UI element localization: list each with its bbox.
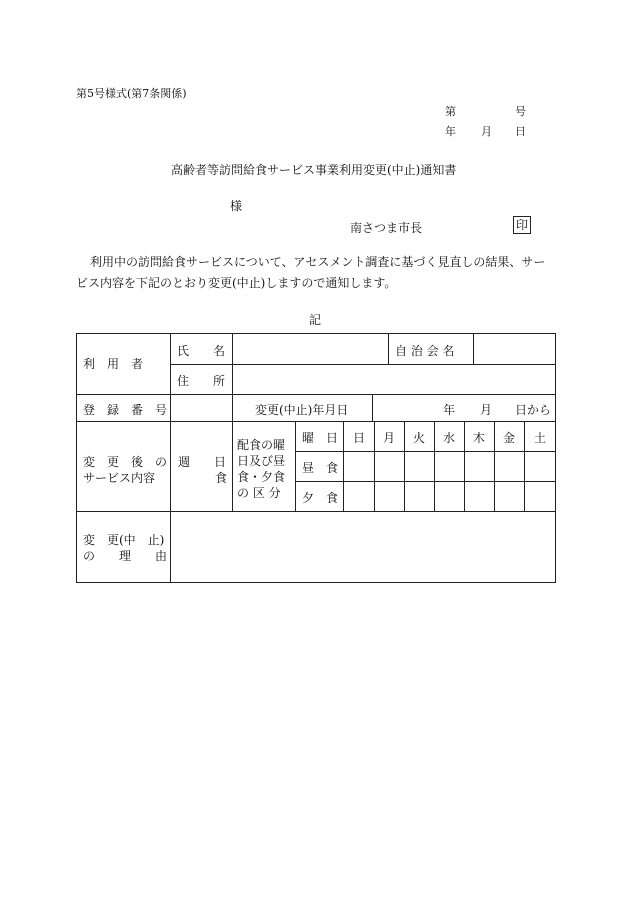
reason-label-line1: 変 更(中 止): [83, 533, 165, 547]
border-bottom: [76, 582, 556, 583]
date-year: 年: [445, 125, 456, 138]
service-label-line1: 変 更 後 の: [83, 455, 168, 469]
rule-day-1: [374, 421, 375, 511]
rule-reg-value: [232, 394, 233, 421]
ki-label: 記: [309, 313, 322, 327]
kubun-line4: の 区 分: [237, 486, 281, 500]
issuer-name: 南さつま市長: [350, 221, 423, 235]
body-line-2: ビス内容を下記のとおり変更(中止)しますので通知します。: [76, 276, 397, 290]
day-thu: 木: [473, 431, 486, 445]
number-label-left: 第: [445, 105, 456, 118]
day-fri: 金: [503, 431, 516, 445]
service-label-line2: サービス内容: [83, 471, 156, 485]
change-year: 年: [443, 403, 456, 417]
week-label-line2: 食: [215, 471, 228, 485]
border-top: [76, 333, 556, 334]
rule-name-label: [232, 333, 233, 394]
kubun-line1: 配食の曜: [237, 438, 286, 452]
rule-user-reg: [76, 394, 556, 395]
rule-day-3: [434, 421, 435, 511]
reason-label-line2: の 理 由: [83, 549, 168, 563]
border-left: [76, 333, 77, 583]
rule-youbi: [343, 421, 344, 511]
body-line-1: 利用中の訪問給食サービスについて、アセスメント調査に基づく見直しの結果、サー: [90, 255, 546, 269]
kubun-line2: 日及び昼: [237, 454, 286, 468]
day-sat: 土: [534, 431, 547, 445]
day-mon: 月: [383, 431, 396, 445]
rule-day-2: [404, 421, 405, 511]
reg-number-label: 登 録 番 号: [83, 403, 168, 417]
change-month: 月: [480, 403, 493, 417]
rule-jichikai-left: [388, 333, 389, 364]
number-label-right: 号: [515, 105, 526, 118]
rule-day-6: [524, 421, 525, 511]
seal-text: 印: [515, 218, 528, 232]
day-wed: 水: [443, 431, 456, 445]
form-number: 第5号様式(第7条関係): [76, 87, 187, 100]
seal-box: [513, 216, 531, 234]
rule-jichikai-right: [473, 333, 474, 364]
jichikai-label: 自 治 会 名: [395, 344, 455, 358]
rule-kubun: [295, 421, 296, 511]
rule-day-5: [494, 421, 495, 511]
rule-youbi-lunch: [295, 451, 556, 452]
address-label: 住 所: [177, 374, 226, 388]
rule-name-address: [171, 364, 556, 365]
day-sun: 日: [353, 431, 366, 445]
kubun-line3: 食・夕食: [237, 470, 286, 484]
change-date-label: 変更(中止)年月日: [255, 403, 349, 417]
lunch-label: 昼 食: [302, 461, 339, 475]
name-label: 氏 名: [177, 344, 226, 358]
date-month: 月: [481, 125, 492, 138]
rule-week: [232, 421, 233, 511]
youbi-label: 曜 日: [302, 431, 339, 445]
date-day: 日: [515, 125, 526, 138]
rule-service-reason: [76, 511, 556, 512]
rule-lunch-dinner: [295, 481, 556, 482]
addressee-suffix: 様: [230, 199, 243, 213]
dinner-label: 夕 食: [302, 491, 339, 505]
border-right: [555, 333, 556, 583]
day-tue: 火: [413, 431, 426, 445]
week-label-line1: 週 日: [178, 455, 227, 469]
rule-day-4: [464, 421, 465, 511]
change-from: 日から: [515, 403, 552, 417]
rule-left-col: [170, 333, 171, 583]
document-title: 高齢者等訪問給食サービス事業利用変更(中止)通知書: [171, 163, 457, 177]
rule-reg-service: [76, 421, 556, 422]
user-label: 利 用 者: [83, 357, 144, 371]
service-table: [76, 333, 556, 583]
rule-change-date: [372, 394, 373, 421]
